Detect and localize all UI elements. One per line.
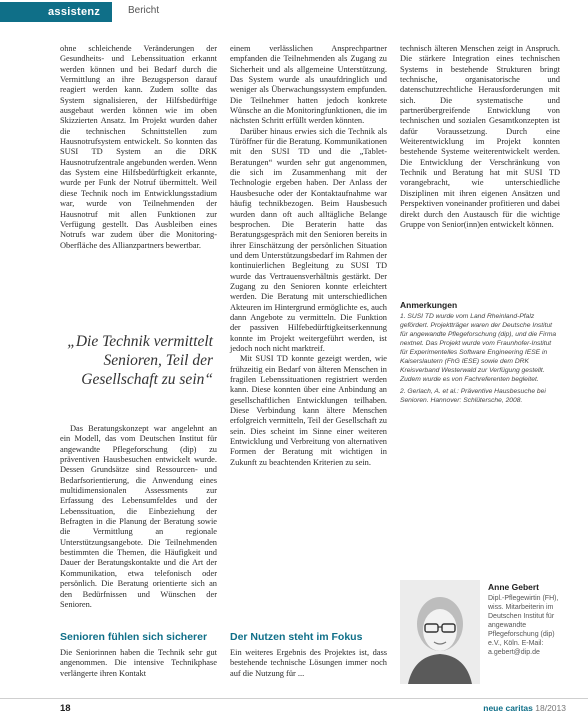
column-2-text-1: einem verlässlichen Ansprechpartner empfanden die Teilnehmenden als Zugang zu Sicherheit und als allgemeine Unterstützung. Das System wurde als unaufdringlich und weniger als Überwachungssystem empfunden. Die Teilnehmer hatten jedoch konkrete Wünsche an die Monitoringfunktionen, die im nächsten Schritt erfüllt werden könnten.: [230, 44, 387, 126]
author-portrait-icon: [400, 580, 480, 684]
column-2-text-3: Mit SUSI TD konnte gezeigt werden, wie frühzeitig ein Bedarf von älteren Menschen in fragilen Lebenssituationen registriert werden kann. Diese konnten über eine Anbindung an gesellschaftlichen Entwicklungen teilhaben. Diese Verbindung kann ältere Menschen erfolgreich vermitteln, Teil der Gesellschaft zu sein. Dies scheint im Sinne einer weiteren Entwicklung und Verbreitung von alternativen Formen der Beratung mit wichtigen in Zukunft zu beachtenden Kriterien zu sein.: [230, 354, 387, 467]
magazine-footer: [483, 703, 566, 713]
column-1-intro-text: ohne schleichende Veränderungen der Gesundheits- und Lebenssituation erkannt werden können und bei Bedarf durch die Vermittlung an ihre Bezugsperson darauf reagiert werden kann. Zudem sollte das System signalisieren, der Hilfsbedürftige ausgebaut werden können wie im oben Skizzierten Ansatz. Im Projekt wurden daher die technischen Schnittstellen zum Hausnotrufsystem entwickelt. So konnten das SUSI TD System an die DRK Hausnotrufzentrale angebunden werden. Wenn das System eine Hilfsbedürftigkeit erkannte, wurde per Funk der Notruf übermittelt. Weil diese Technik noch im Entwicklungsstadium war, wurde von Teilnehmenden der Hausnotruf mit allen Funktionen zur Verfügung gestellt. Das Ausbleiben eines Notrufs war zudem über die Monitoring-Oberfläche des Allianzpartners bewertbar.: [60, 44, 217, 250]
column-3-text-1: technisch älteren Menschen zeigt in Anspruch. Die stärkere Integration eines technischen Systems in bestehende Strukturen bringt technische, organisatorische und datenschutzrechtliche Herausforderungen mit sich. Die systematische und partnerübergreifende Entwicklung von technischen und sozialen Gesamtkonzepten ist dafür Voraussetzung. Durch eine Weiterentwicklung im Projekt konnten bestehende Systeme weiterentwickelt werden. Die Entwicklung der Verschränkung von Technik und Beratung hat mit SUSI TD vorangebracht, wie unterschiedliche Disziplinen mit ihren eigenen Ansätzen und Perspektiven voneinander profitieren und dabei direkt durch den Austausch für die wichtige Gruppe von Senior(inn)en entwickelt können.: [400, 44, 560, 229]
author-bio: Dipl.-Pflegewirtin (FH), wiss. Mitarbeiterin im Deutschen Institut für angewandte Pflegeforschung (dip) e.V., Köln. E-Mail: a.gebert@dip.de: [488, 595, 559, 656]
column-2: [230, 44, 387, 468]
page-header: [0, 0, 588, 24]
author-photo: [400, 580, 480, 684]
column-1-lower: [60, 424, 217, 610]
column-2-subhead-body: Ein weiteres Ergebnis des Projektes ist, dass bestehende technische Lösungen immer noch auf die Nutzung für ...: [230, 648, 387, 678]
column-3: [400, 44, 560, 230]
section-tab: assistenz: [0, 2, 112, 22]
column-1-subhead-body: Die Seniorinnen haben die Technik sehr gut angenommen. Die intensive Technikphase verlängerte ihren Kontakt: [60, 648, 217, 678]
subhead-senioren: Senioren fühlen sich sicherer: [60, 631, 208, 643]
author-name: Anne Gebert: [488, 582, 540, 592]
subhead-nutzen: Der Nutzen steht im Fokus: [230, 631, 363, 643]
note-1: 1. SUSI TD wurde vom Land Rheinland-Pfalz gefördert. Projektträger waren der Deutsche Institut für angewandte Pflegeforschung (dip), und die Firma nextnet. Das Projekt wurde vom Fraunhofer-Institut für Experimentelles Software Engineering IESE in Kaiserslautern (FhG IESE) sowie dem DRK Kreisverband Westerwald zur Verfügung gestellt. Zudem wurde es von Fachreferenten begleitet.: [400, 313, 557, 383]
issue-number: 18/2013: [535, 703, 566, 713]
column-1-top: [60, 44, 217, 251]
notes: [400, 312, 560, 408]
column-1-subhead-text: [60, 648, 217, 679]
column-2-text-2: Darüber hinaus erwies sich die Technik als Türöffner für die Beratung. Kommunikationen mit den SUSI TD und die „Tablet-Beratungen“ wurden sehr gut angenommen, die sich im Zusammenhang mit der Technologie ergeben haben. Der Anlass der Hausbesuche oder der Kontaktaufnahme war häufig technikbezogen. Beim Hausbesuch wurden dann oft auch alltägliche Belange besprochen. Die Beraterin hatte das Beratungsgespräch mit den Senioren bereits in ihrer Einschätzung der persönlichen Situation und dem Unterstützungsbedarf im Rahmen der kontinuierlichen Begleitung zu SUSI TD wurde das Vertrauensverhältnis gestärkt. Der Zugang zu den Senioren konnte erleichtert werden. Die Beratung mit unterschiedlichen Akteuren im Hintergrund ermöglichte es, auch dann Angebote zu vermitteln. Die Funktion der passiven Hilfebedürftigkeitserkennung konnte im Projekt weitergeführt werden, ist jedoch noch nicht marktreif.: [230, 126, 387, 353]
note-2: 2. Gerlach, A. et al.: Präventive Hausbesuche bei Senioren. Hannover: Schlütersche, 2008.: [400, 388, 546, 404]
footer-divider: [0, 698, 588, 699]
column-1-lower-text: Das Beratungskonzept war angelehnt an ein Modell, das vom Deutschen Institut für angewandte Pflegeforschung (dip) zu präventiven Hausbesuchen entwickelt wurde. Dessen Grundsätze sind Ressourcen- und Bedarfsorientierung, die Anwendung eines multidimensionalen Assessments zur Erfassung des Lebensumfeldes und der Lebenssituation, die Einbeziehung der Befragten in die Planung der Beratung sowie die Vermittlung an regionale Unterstützungsangebote. Die Teilnehmenden bestimmten die Themen, die Häufigkeit und Dauer der Beratungskontakte und die Art der Kommunikation, etwa telefonisch oder persönlich. Die Beratung orientierte sich an den Bedürfnissen und Wünschen der Senioren.: [60, 424, 217, 609]
magazine-name: neue caritas: [483, 703, 533, 713]
page-number: 18: [60, 703, 71, 714]
pull-quote: „Die Technik vermittelt Senioren, Teil der Gesellschaft zu sein“: [67, 333, 213, 388]
section-name: Bericht: [128, 5, 160, 16]
column-2-subhead-text: [230, 648, 387, 679]
notes-title: Anmerkungen: [400, 300, 458, 310]
